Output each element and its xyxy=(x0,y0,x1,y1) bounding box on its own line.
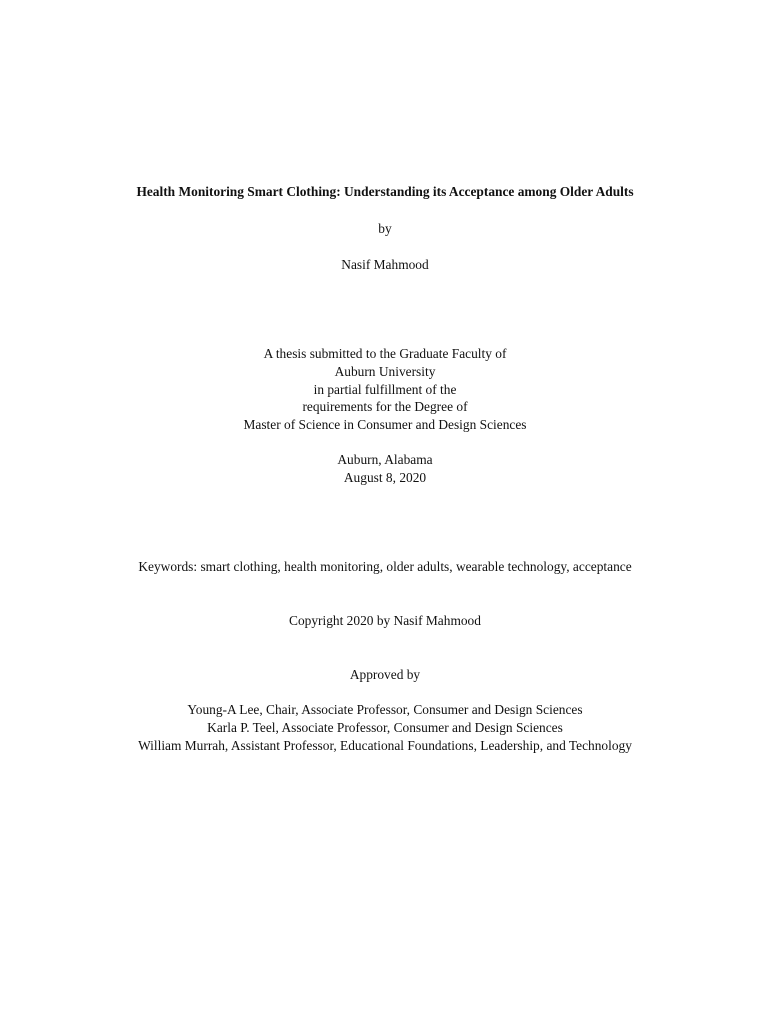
submission-statement xyxy=(0,345,770,434)
committee-member: Karla P. Teel, Associate Professor, Consumer and Design Sciences xyxy=(207,719,563,735)
place: Auburn, Alabama xyxy=(337,452,433,467)
submission-line: Master of Science in Consumer and Design Sciences xyxy=(243,417,527,433)
place-and-date xyxy=(0,451,770,487)
committee-member: Young-A Lee, Chair, Associate Professor, Consumer and Design Sciences xyxy=(187,702,583,717)
submission-line: requirements for the Degree of xyxy=(302,399,468,415)
submission-line: in partial fulfillment of the xyxy=(313,381,457,397)
approved-by-label: Approved by xyxy=(349,667,421,682)
submission-line: A thesis submitted to the Graduate Faculty of xyxy=(263,346,507,361)
by-label: by xyxy=(378,221,392,236)
committee-list xyxy=(0,701,770,754)
date: August 8, 2020 xyxy=(343,469,427,485)
keywords: Keywords: smart clothing, health monitoring, older adults, wearable technology, acceptance xyxy=(138,559,632,574)
submission-line: Auburn University xyxy=(334,363,436,379)
author-name: Nasif Mahmood xyxy=(341,257,429,272)
copyright-notice: Copyright 2020 by Nasif Mahmood xyxy=(289,613,481,628)
thesis-title: Health Monitoring Smart Clothing: Understanding its Acceptance among Older Adults xyxy=(136,184,634,199)
committee-member: William Murrah, Assistant Professor, Educational Foundations, Leadership, and Technology xyxy=(138,737,632,753)
